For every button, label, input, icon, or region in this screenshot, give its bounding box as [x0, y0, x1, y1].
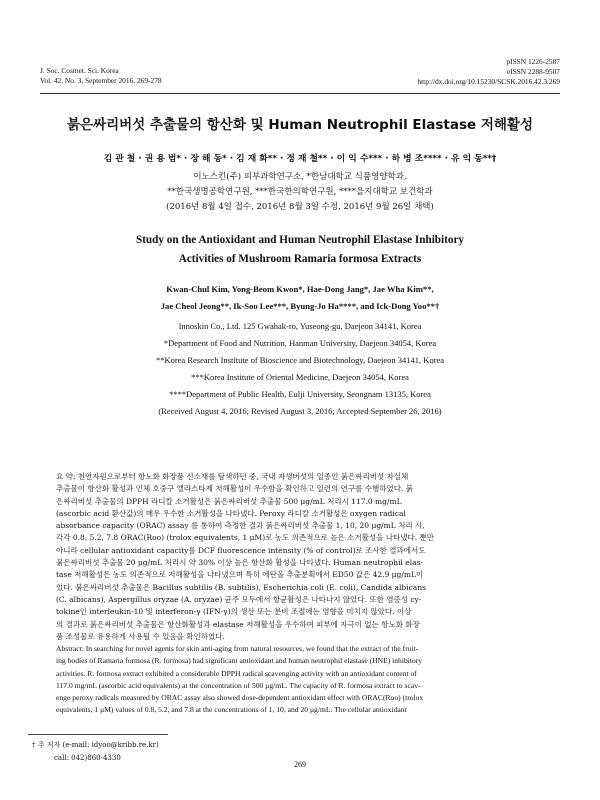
- english-affiliation-line: *Department of Food and Nutrition, Hanman University, Daejeon 34054, Korea: [163, 338, 437, 348]
- english-affiliations: [0, 318, 600, 420]
- english-title-line: Study on the Antioxidant and Human Neutrophil Elastase Inhibitory: [135, 234, 465, 246]
- abstract-line: equivalents, 1 μM) values of 0.8, 5.2, and 7.8 at the concentrations of 1, 10, and 20 μg/mL. The cellular antioxidant: [56, 705, 407, 715]
- abstract-line: activities. R. formosa extract exhibited a considerable DPPH radical scavenging activity with an antioxidant content of: [56, 668, 417, 678]
- journal-name: J. Soc. Cosmet. Sci. Korea: [40, 66, 119, 75]
- korean-affiliation-line: **한국생명공학연구원, ***한국한의학연구원, ****을지대학교 보건학과: [167, 187, 433, 197]
- english-affiliation-line: ***Korea Institute of Oriental Medicine, Daejeon 34054, Korea: [191, 372, 409, 382]
- english-author-line: Kwan-Chul Kim, Yong-Beom Kwon*, Hae-Dong Jang*, Jae Wha Kim**,: [166, 284, 434, 294]
- english-abstract: [56, 643, 544, 717]
- korean-affiliation-line: 이노스킨(주) 피부과학연구소, *한남대학교 식품영양학과,: [193, 172, 407, 182]
- korean-dates: (2016년 8월 4일 접수, 2016년 8월 3일 수정, 2016년 9월 26일 채택): [166, 202, 434, 212]
- english-authors: [0, 281, 600, 315]
- abstract-line: 품 조성물로 유용하게 사용될 수 있음을 확인하였다.: [56, 631, 225, 641]
- footnote-email: † 주 저자 (e-mail: idyoo@kribb.re.kr): [32, 741, 159, 749]
- abstract-line: 의 결과로 붉은싸리버섯 추출물은 항산화활성과 elastase 저해활성을 우수하여 피부에 자극이 없는 항노화 화장: [56, 619, 420, 629]
- korean-title: 붉은싸리버섯 추출물의 항산화 및 Human Neutrophil Elastase 저해활성: [66, 117, 534, 133]
- footnote-phone: call: 042)860-4330: [54, 754, 121, 762]
- abstract-line: 붉은싸리버섯 추출물 20 μg/mL 처리시 약 30% 이상 높은 항산화 활성을 나타냈다. Human neutrophil elas-: [56, 558, 423, 568]
- pissn: pISSN 1226-2587: [506, 57, 560, 66]
- abstract-line: 117.0 mg/mL (ascorbic acid equivalents) at the concentration of 500 μg/mL. The capacity of R. formosa extract to scav-: [56, 680, 421, 690]
- eissn: eISSN 2288-9507: [506, 67, 560, 76]
- journal-header-left: [40, 66, 162, 86]
- header-divider: [40, 93, 560, 94]
- abstract-line: 었다. 붉은싸리버섯 추출물은 Bacillus subtilis (B. subtilis), Escherichia coli (E. coli), Candida albicans: [56, 582, 426, 592]
- page-number: 269: [294, 760, 306, 769]
- abstract-line: 요 약: 천연자원으로부터 항노화 화장품 신소재를 탐색하던 중, 국내 자생버섯의 일종인 붉은싸리버섯 자실체: [56, 472, 409, 481]
- abstract-line: 추출물이 항산화 활성과 인체 호중구 엘라스타제 저해활성이 우수함을 확인하고 일련의 연구를 수행하였다. 붉: [56, 484, 414, 494]
- abstract-line: (ascorbic acid 환산값)의 매우 우수한 소거활성을 나타냈다. Peroxy 라디칼 소거활성은 oxygen radical: [56, 508, 406, 518]
- doi-link[interactable]: http://dx.doi.org/10.15230/SCSK.2016.42.3.269: [417, 77, 560, 86]
- english-title: [0, 231, 600, 269]
- english-author-line: Jae Cheol Jeong**, Ik-Soo Lee***, Byung-Jo Ha****, and Ick-Dong Yoo**†: [160, 301, 440, 311]
- abstract-line: tase 저해활성은 농도 의존적으로 저해활성을 나타냈으며 특히 에탄올 추출분획에서 ED50 값은 42.9 μg/mL이: [56, 570, 424, 580]
- journal-header-right: [417, 57, 560, 87]
- abstract-line: 은싸리버섯 추출물의 DPPH 라디칼 소거활성은 붉은싸리버섯 추출물 500 μg/mL 처리시 117.0 mg/mL: [56, 496, 402, 506]
- footnote-divider: [28, 734, 168, 735]
- english-affiliation-line: ****Department of Public Health, Eulji University, Seongnam 13135, Korea: [169, 389, 431, 399]
- abstract-line: 각각 0.8, 5.2, 7.8 ORAC(Roo) (trolox equivalents, 1 μM)로 농도 의존적으로 높은 소거활성을 나타냈다. 뿐만: [56, 533, 434, 543]
- abstract-line: (C. albicans), Aspergillus oryzae (A. oryzae) 균주 모두에서 항균활성은 나타나지 않았다. 또한 염증성 cy-: [56, 594, 422, 604]
- abstract-line: ing bodies of Ramaria formosa (R. formosa) had significant antioxidant and human neutrophil elastase (HNE) inhibitory: [56, 656, 423, 666]
- abstract-line: 아니라 cellular antioxidant capacity를 DCF fluorescence intensity (% of control)로 조사한 결과에서도: [56, 545, 426, 555]
- english-affiliation-line: Innoskin Co., Ltd. 125 Gwahak-ro, Yuseong-gu, Daejeon 34141, Korea: [178, 321, 422, 331]
- english-affiliation-line: **Korea Research Institute of Bioscience and Biotechnology, Daejeon 34141, Korea: [155, 355, 445, 365]
- abstract-line: Abstract: In searching for novel agents for skin anti-aging from natural resources, we found that the extract of the fruit-: [56, 644, 419, 653]
- abstract-line: tokine인 interleukin-10 및 interferon-γ (IFN-γ)의 생산 또는 분비 조절에는 영향을 미치지 않았다. 이상: [56, 607, 412, 617]
- korean-affiliations: [0, 170, 600, 215]
- journal-volume: Vol. 42, No. 3, September 2016, 269-278: [40, 76, 162, 85]
- korean-authors: 김 관 철 · 권 용 범* · 장 해 동* · 김 재 화** · 정 재 철** · 이 익 수*** · 하 병 조**** · 유 익 동**†: [103, 154, 497, 164]
- abstract-line: enge peroxy radicals measured by ORAC assay also showed dose-dependent antioxidant effect with ORAC(Roo) (trolox: [56, 693, 424, 703]
- abstract-line: absorbance capacity (ORAC) assay 를 통하여 측정한 결과 붉은싸리버섯 추출물 1, 10, 20 μg/mL 처리 시,: [56, 521, 425, 531]
- english-title-line: Activities of Mushroom Ramaria formosa Extracts: [178, 253, 422, 265]
- korean-abstract: [56, 471, 544, 643]
- english-dates: (Received August 4, 2016; Revised August 3, 2016; Accepted September 26, 2016): [158, 406, 442, 416]
